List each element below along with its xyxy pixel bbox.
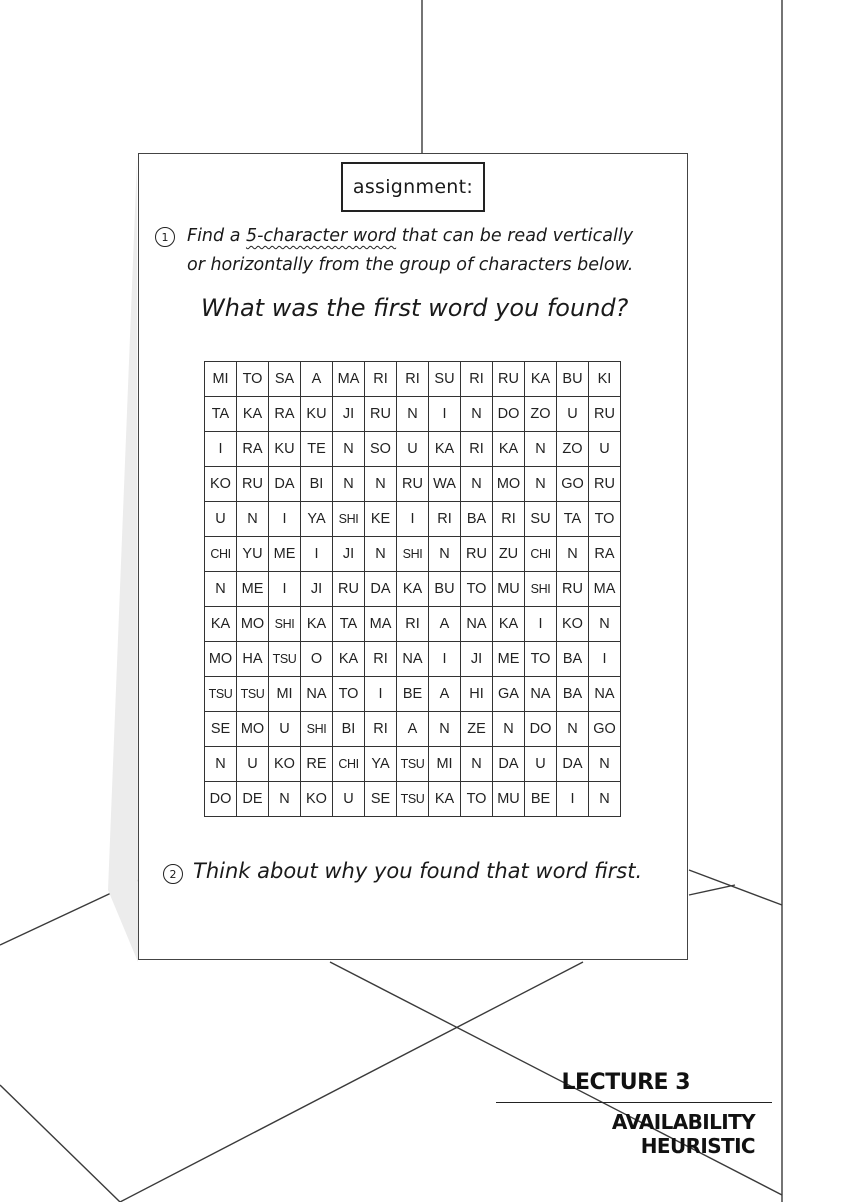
grid-cell: TSU	[237, 677, 269, 712]
grid-cell: N	[237, 502, 269, 537]
grid-cell: JI	[301, 572, 333, 607]
grid-cell: MO	[493, 467, 525, 502]
grid-cell: N	[333, 467, 365, 502]
grid-cell: YU	[237, 537, 269, 572]
grid-cell: ME	[493, 642, 525, 677]
word-search-grid	[204, 361, 621, 817]
grid-cell: DA	[269, 467, 301, 502]
grid-cell: N	[557, 712, 589, 747]
grid-cell: N	[429, 537, 461, 572]
grid-cell: KA	[493, 432, 525, 467]
grid-row	[205, 432, 621, 467]
grid-cell: NA	[301, 677, 333, 712]
question-1-number: 1	[155, 227, 175, 247]
grid-cell: RI	[397, 607, 429, 642]
grid-cell: KA	[429, 782, 461, 817]
grid-cell: TA	[205, 397, 237, 432]
grid-cell: RU	[557, 572, 589, 607]
grid-cell: RI	[429, 502, 461, 537]
grid-cell: DA	[365, 572, 397, 607]
grid-cell: I	[365, 677, 397, 712]
grid-cell: DO	[525, 712, 557, 747]
grid-cell: KA	[237, 397, 269, 432]
grid-cell: SE	[365, 782, 397, 817]
grid-cell: DA	[557, 747, 589, 782]
grid-cell: N	[205, 572, 237, 607]
grid-cell: N	[205, 747, 237, 782]
grid-cell: DE	[237, 782, 269, 817]
grid-cell: TSU	[397, 747, 429, 782]
grid-cell: YA	[365, 747, 397, 782]
grid-cell: JI	[461, 642, 493, 677]
assignment-label: assignment:	[352, 176, 474, 198]
floor-line	[120, 962, 583, 1202]
grid-cell: SHI	[301, 712, 333, 747]
grid-row	[205, 642, 621, 677]
grid-cell: KA	[205, 607, 237, 642]
grid-cell: BI	[301, 467, 333, 502]
grid-cell: TO	[237, 362, 269, 397]
grid-row	[205, 712, 621, 747]
grid-cell: N	[461, 747, 493, 782]
grid-cell: BA	[557, 642, 589, 677]
grid-cell: BU	[557, 362, 589, 397]
grid-row	[205, 782, 621, 817]
grid-cell: I	[525, 607, 557, 642]
grid-cell: I	[589, 642, 621, 677]
grid-cell: BA	[557, 677, 589, 712]
grid-row	[205, 467, 621, 502]
grid-cell: RI	[397, 362, 429, 397]
grid-cell: RU	[237, 467, 269, 502]
grid-cell: I	[429, 642, 461, 677]
grid-cell: MU	[493, 782, 525, 817]
grid-cell: I	[301, 537, 333, 572]
grid-cell: MO	[205, 642, 237, 677]
grid-cell: TSU	[397, 782, 429, 817]
grid-cell: KA	[525, 362, 557, 397]
grid-cell: N	[525, 467, 557, 502]
grid-cell: TA	[333, 607, 365, 642]
grid-cell: KI	[589, 362, 621, 397]
grid-cell: NA	[461, 607, 493, 642]
grid-cell: MO	[237, 712, 269, 747]
grid-cell: CHI	[205, 537, 237, 572]
grid-cell: N	[365, 537, 397, 572]
grid-cell: N	[557, 537, 589, 572]
paper-shadow	[108, 160, 138, 962]
grid-cell: GO	[557, 467, 589, 502]
grid-cell: ZO	[525, 397, 557, 432]
grid-cell: MI	[429, 747, 461, 782]
grid-cell: KO	[301, 782, 333, 817]
grid-cell: SU	[429, 362, 461, 397]
grid-cell: SE	[205, 712, 237, 747]
lecture-title: AVAILABILITY HEURISTIC	[611, 1110, 755, 1158]
grid-row	[205, 397, 621, 432]
question-1-line-2: or horizontally from the group of characters below.	[187, 255, 634, 275]
lecture-divider	[496, 1102, 772, 1103]
grid-cell: KU	[301, 397, 333, 432]
grid-cell: TO	[525, 642, 557, 677]
grid-cell: SHI	[269, 607, 301, 642]
grid-cell: SU	[525, 502, 557, 537]
grid-cell: ZO	[557, 432, 589, 467]
grid-cell: BI	[333, 712, 365, 747]
grid-cell: U	[589, 432, 621, 467]
grid-cell: I	[557, 782, 589, 817]
grid-cell: CHI	[525, 537, 557, 572]
floor-line	[689, 885, 735, 895]
grid-cell: SHI	[525, 572, 557, 607]
grid-cell: YA	[301, 502, 333, 537]
grid-cell: N	[461, 397, 493, 432]
lecture-number: LECTURE 3	[561, 1070, 690, 1095]
grid-cell: MU	[493, 572, 525, 607]
grid-cell: SA	[269, 362, 301, 397]
grid-cell: JI	[333, 537, 365, 572]
grid-cell: RI	[493, 502, 525, 537]
grid-cell: BE	[397, 677, 429, 712]
floor-line	[0, 1085, 120, 1202]
grid-cell: TO	[589, 502, 621, 537]
grid-cell: GA	[493, 677, 525, 712]
grid-cell: RU	[333, 572, 365, 607]
grid-cell: A	[301, 362, 333, 397]
grid-cell: MA	[365, 607, 397, 642]
grid-cell: I	[269, 572, 301, 607]
grid-cell: U	[557, 397, 589, 432]
grid-cell: U	[525, 747, 557, 782]
grid-cell: N	[589, 782, 621, 817]
grid-cell: ME	[237, 572, 269, 607]
grid-cell: RU	[493, 362, 525, 397]
grid-row	[205, 362, 621, 397]
grid-cell: U	[269, 712, 301, 747]
floor-line	[689, 870, 782, 905]
grid-cell: TO	[333, 677, 365, 712]
grid-cell: TA	[557, 502, 589, 537]
grid-cell: I	[397, 502, 429, 537]
grid-cell: U	[237, 747, 269, 782]
grid-cell: TE	[301, 432, 333, 467]
grid-cell: N	[365, 467, 397, 502]
grid-cell: KA	[333, 642, 365, 677]
grid-cell: HI	[461, 677, 493, 712]
grid-cell: KA	[397, 572, 429, 607]
grid-cell: N	[461, 467, 493, 502]
grid-cell: RU	[397, 467, 429, 502]
grid-cell: NA	[525, 677, 557, 712]
grid-cell: RI	[461, 362, 493, 397]
grid-cell: N	[525, 432, 557, 467]
grid-cell: MI	[269, 677, 301, 712]
assignment-sheet	[138, 153, 688, 960]
assignment-label-box	[341, 162, 485, 212]
grid-cell: N	[397, 397, 429, 432]
grid-row	[205, 572, 621, 607]
grid-cell: N	[589, 747, 621, 782]
grid-cell: RE	[301, 747, 333, 782]
grid-cell: RA	[237, 432, 269, 467]
grid-cell: NA	[397, 642, 429, 677]
grid-cell: DO	[205, 782, 237, 817]
grid-row	[205, 677, 621, 712]
grid-cell: A	[397, 712, 429, 747]
grid-cell: SO	[365, 432, 397, 467]
grid-cell: MA	[333, 362, 365, 397]
grid-cell: I	[429, 397, 461, 432]
grid-cell: A	[429, 607, 461, 642]
grid-cell: U	[205, 502, 237, 537]
grid-cell: KU	[269, 432, 301, 467]
grid-cell: TO	[461, 782, 493, 817]
grid-cell: TSU	[205, 677, 237, 712]
grid-row	[205, 607, 621, 642]
grid-cell: JI	[333, 397, 365, 432]
grid-cell: N	[333, 432, 365, 467]
prompt-question: What was the first word you found?	[201, 294, 629, 322]
grid-cell: DA	[493, 747, 525, 782]
grid-cell: RI	[365, 362, 397, 397]
grid-cell: RU	[589, 397, 621, 432]
grid-cell: RU	[365, 397, 397, 432]
question-1-underlined-phrase: 5-character word	[245, 226, 397, 246]
grid-cell: CHI	[333, 747, 365, 782]
grid-cell: BE	[525, 782, 557, 817]
grid-cell: KA	[493, 607, 525, 642]
grid-cell: DO	[493, 397, 525, 432]
grid-cell: ME	[269, 537, 301, 572]
grid-row	[205, 747, 621, 782]
grid-cell: I	[269, 502, 301, 537]
grid-cell: RU	[589, 467, 621, 502]
grid-row	[205, 537, 621, 572]
question-1-line-1	[187, 226, 633, 246]
grid-cell: MI	[205, 362, 237, 397]
grid-cell: ZU	[493, 537, 525, 572]
grid-cell: N	[429, 712, 461, 747]
grid-cell: KE	[365, 502, 397, 537]
grid-cell: N	[269, 782, 301, 817]
grid-cell: SHI	[397, 537, 429, 572]
grid-cell: RU	[461, 537, 493, 572]
grid-cell: KA	[429, 432, 461, 467]
grid-cell: HA	[237, 642, 269, 677]
grid-cell: ZE	[461, 712, 493, 747]
question-1-text-start: Find a	[187, 226, 246, 246]
grid-cell: KA	[301, 607, 333, 642]
grid-cell: RI	[365, 712, 397, 747]
grid-cell: TSU	[269, 642, 301, 677]
grid-row	[205, 502, 621, 537]
grid-cell: SHI	[333, 502, 365, 537]
grid-cell: U	[333, 782, 365, 817]
grid-cell: I	[205, 432, 237, 467]
grid-cell: BA	[461, 502, 493, 537]
grid-cell: BU	[429, 572, 461, 607]
grid-cell: TO	[461, 572, 493, 607]
grid-cell: GO	[589, 712, 621, 747]
grid-cell: MO	[237, 607, 269, 642]
grid-cell: U	[397, 432, 429, 467]
grid-cell: KO	[557, 607, 589, 642]
grid-cell: N	[589, 607, 621, 642]
grid-cell: N	[493, 712, 525, 747]
grid-cell: RA	[589, 537, 621, 572]
grid-cell: A	[429, 677, 461, 712]
question-2-text: Think about why you found that word first.	[193, 859, 643, 883]
grid-cell: MA	[589, 572, 621, 607]
grid-cell: RI	[461, 432, 493, 467]
grid-cell: WA	[429, 467, 461, 502]
question-2-number: 2	[163, 864, 183, 884]
grid-cell: KO	[205, 467, 237, 502]
grid-cell: NA	[589, 677, 621, 712]
grid-cell: RA	[269, 397, 301, 432]
question-1-text-end: that can be read vertically	[396, 226, 634, 246]
grid-cell: O	[301, 642, 333, 677]
grid-cell: RI	[365, 642, 397, 677]
grid-cell: KO	[269, 747, 301, 782]
